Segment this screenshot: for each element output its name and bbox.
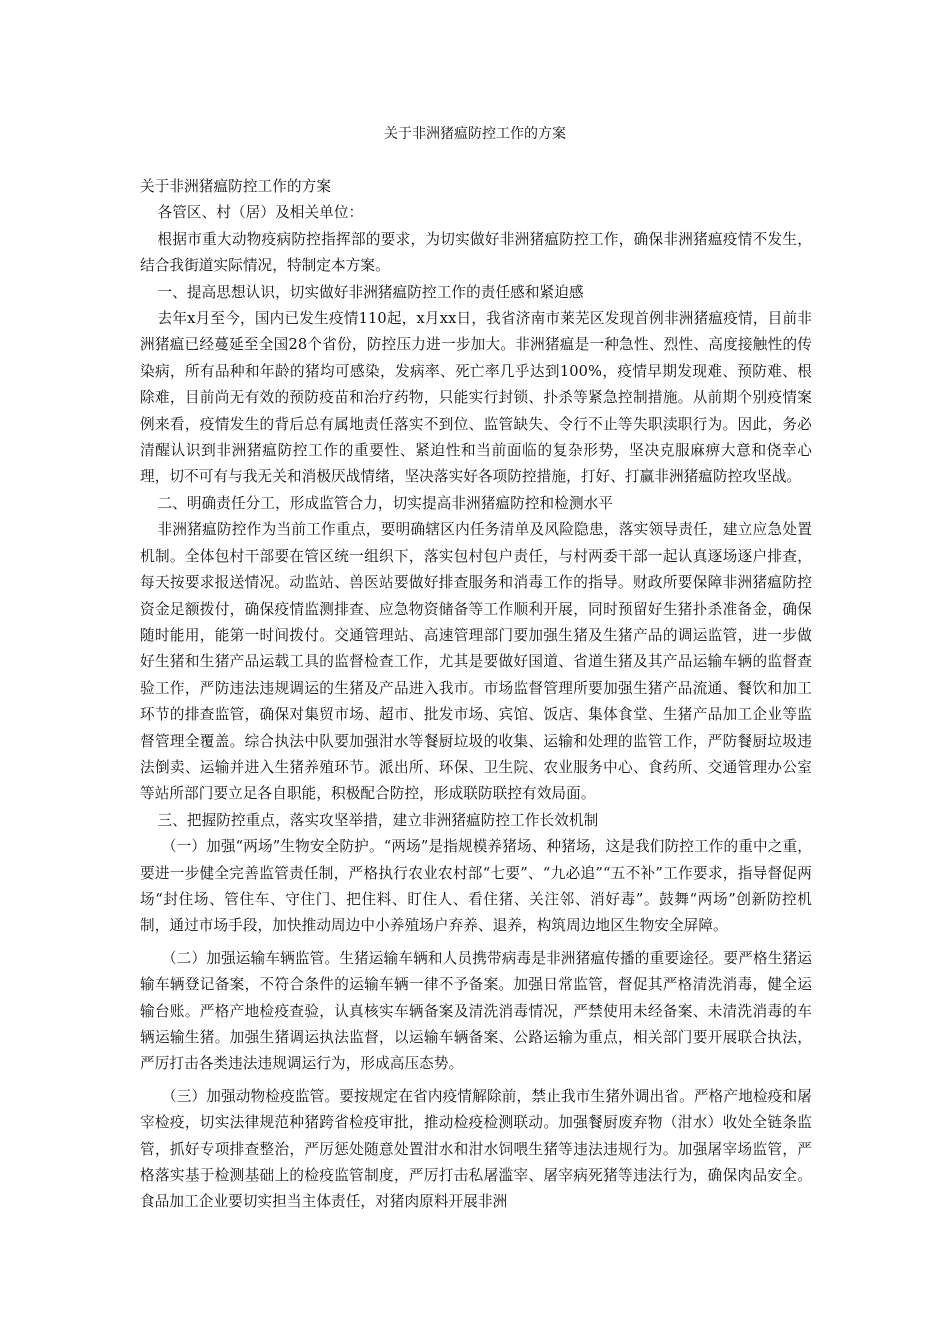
subsection-1-paragraph: （一）加强“两场”生物安全防护。“两场”是指规模养猪场、种猪场，这是我们防控工作的重中之重，要进一步健全完善监管责任制，严格执行农业农村部“七要”、“九必追”“五不补”工作要求，指导督促两场“封住场、管住车、守住门、把住料、盯住人、看住猪、关注邻、消好毒”。鼓舞“两场”创新防控机制，通过市场手段，加快推动周边中小养殖场户弃养、退养，构筑周边地区生物安全屏障。 <box>140 838 812 935</box>
salutation: 各管区、村（居）及相关单位： <box>157 204 364 222</box>
section-1-paragraph: 去年x月至今，国内已发生疫情110起，x月xx日，我省济南市莱芜区发现首例非洲猪瘟疫情，目前非洲猪瘟已经蔓延至全国28个省份，防控压力进一步加大。非洲猪瘟是一种急性、烈性、高度接触性的传染病，所有品种和年龄的猪均可感染，发病率、死亡率几乎达到100%，疫情早期发现难、预防难、根除难，目前尚无有效的预防疫苗和治疗药物，只能实行封锁、扑杀等紧急控制措施。从前期个别疫情案例来看，疫情发生的背后总有属地责任落实不到位、监管缺失、令行不止等失职渎职行为。因此，务必清醒认识到非洲猪瘟防控工作的重要性、紧迫性和当前面临的复杂形势，坚决克服麻痹大意和侥幸心理，切不可有与我无关和消极厌战情绪，坚决落实好各项防控措施，打好、打赢非洲猪瘟防控攻坚战。 <box>140 310 812 486</box>
section-heading-3: 三、把握防控重点，落实攻坚举措，建立非洲猪瘟防控工作长效机制 <box>157 811 599 829</box>
document-body <box>140 174 812 1216</box>
subsection-3-paragraph: （三）加强动物检疫监管。要按规定在省内疫情解除前，禁止我市生猪外调出省。严格产地检疫和屠宰检疫，切实法律规范种猪跨省检疫审批，推动检疫检测联动。加强餐厨废弃物（泔水）收处全链条监管，抓好专项排查整治，严厉惩处随意处置泔水和泔水饲喂生猪等违法违规行为。加强屠宰场监管，严格落实基于检测基础上的检疫监管制度，严厉打击私屠滥宰、屠宰病死猪等违法行为，确保肉品安全。食品加工企业要切实担当主体责任，对猪肉原料开展非洲 <box>140 1087 812 1211</box>
section-heading-1: 一、提高思想认识，切实做好非洲猪瘟防控工作的责任感和紧迫感 <box>157 283 584 301</box>
document-heading-repeat: 关于非洲猪瘟防控工作的方案 <box>140 178 332 195</box>
document-title: 关于非洲猪瘟防控工作的方案 <box>384 126 566 142</box>
section-2-paragraph: 非洲猪瘟防控作为当前工作重点，要明确辖区内任务清单及风险隐患，落实领导责任，建立应急处置机制。全体包村干部要在管区统一组织下，落实包村包户责任，与村两委干部一起认真逐场逐户排查，每天按要求报送情况。动监站、兽医站要做好排查服务和消毒工作的指导。财政所要保障非洲猪瘟防控资金足额拨付，确保疫情监测排查、应急物资储备等工作顺利开展，同时预留好生猪扑杀准备金，确保随时能用，能第一时间拨付。交通管理站、高速管理部门要加强生猪及生猪产品的调运监管，进一步做好生猪和生猪产品运载工具的监督检查工作，尤其是要做好国道、省道生猪及其产品运输车辆的监督查验工作，严防违法违规调运的生猪及产品进入我市。市场监督管理所要加强生猪产品流通、餐饮和加工环节的排查监管，确保对集贸市场、超市、批发市场、宾馆、饭店、集体食堂、生猪产品加工企业等监督管理全覆盖。综合执法中队要加强泔水等餐厨垃圾的收集、运输和处理的监管工作，严防餐厨垃圾违法倒卖、运输并进入生猪养殖环节。派出所、环保、卫生院、农业服务中心、食药所、交通管理办公室等站所部门要立足各自职能，积极配合防控，形成联防联控有效局面。 <box>140 521 812 803</box>
section-heading-2: 二、明确责任分工，形成监管合力，切实提高非洲猪瘟防控和检测水平 <box>157 494 614 512</box>
subsection-2-paragraph: （二）加强运输车辆监管。生猪运输车辆和人员携带病毒是非洲猪瘟传播的重要途径。要严格生猪运输车辆登记备案，不符合条件的运输车辆一律不予备案。加强日常监管，督促其严格清洗消毒，健全运输台账。严格产地检疫查验，认真核实车辆备案及清洗消毒情况，严禁使用未经备案、未清洗消毒的车辆运输生猪。加强生猪调运执法监督，以运输车辆备案、公路运输为重点，相关部门要开展联合执法，严厉打击各类违法违规调运行为，形成高压态势。 <box>140 949 812 1073</box>
intro-paragraph: 根据市重大动物疫病防控指挥部的要求，为切实做好非洲猪瘟防控工作，确保非洲猪瘟疫情不发生，结合我街道实际情况，特制定本方案。 <box>140 230 812 275</box>
